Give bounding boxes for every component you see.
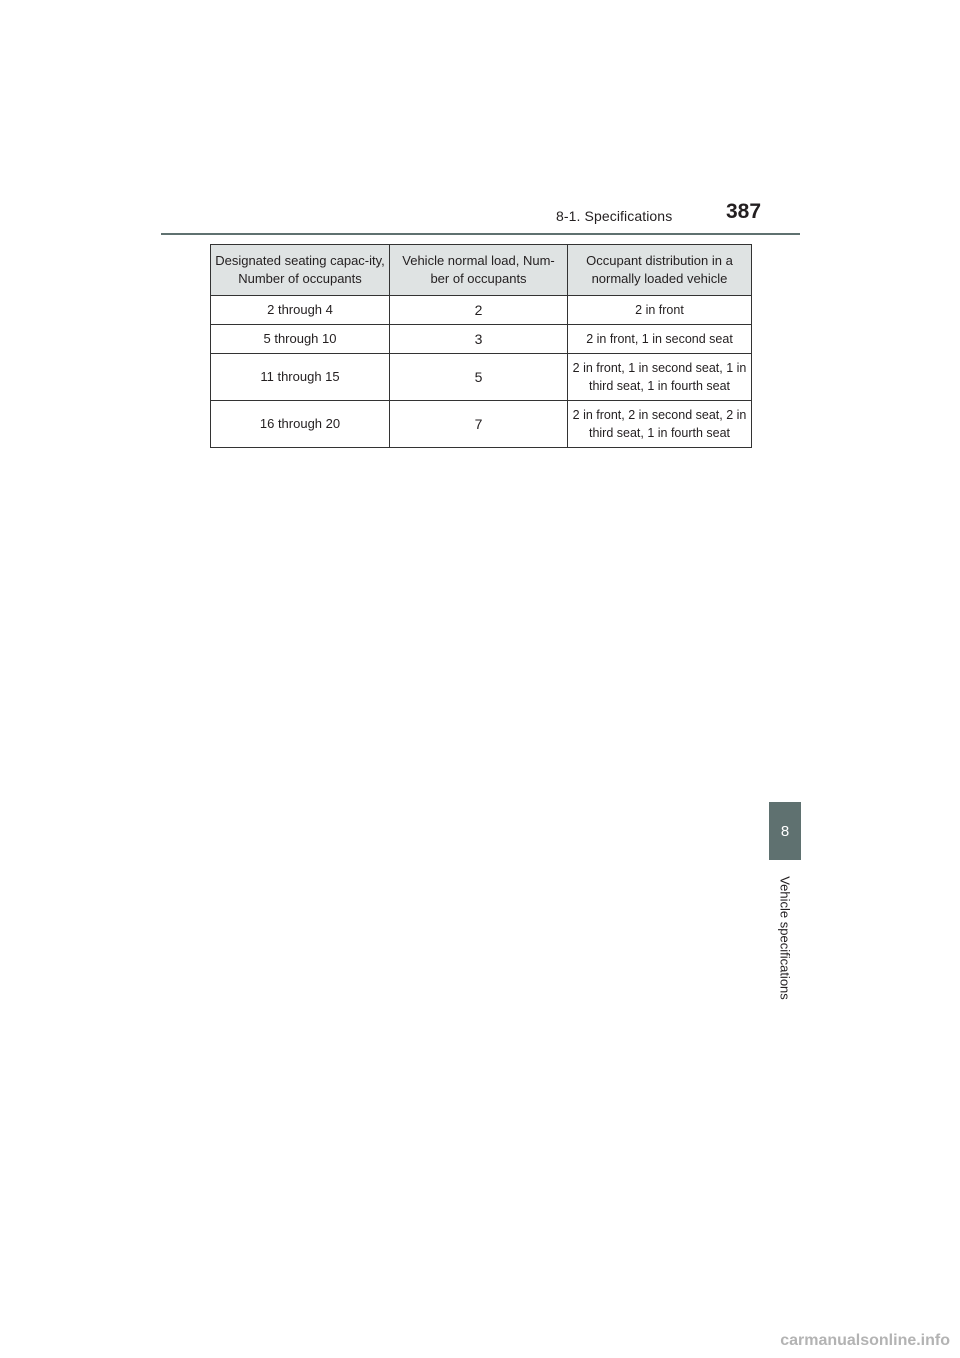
seating-capacity-cell: 2 through 4 <box>211 296 390 325</box>
chapter-number-tab[interactable]: 8 <box>769 802 801 860</box>
occupant-distribution-cell: 2 in front, 2 in second seat, 2 in third seat, 1 in fourth seat <box>568 401 752 448</box>
header-divider <box>161 233 800 235</box>
normal-load-cell: 2 <box>390 296 568 325</box>
section-title: 8-1. Specifications <box>556 208 673 224</box>
table-row <box>211 401 752 448</box>
normal-load-cell: 3 <box>390 325 568 354</box>
normal-load-cell: 7 <box>390 401 568 448</box>
chapter-title: Vehicle specifications <box>777 876 793 1000</box>
table-row <box>211 325 752 354</box>
seating-capacity-cell: 16 through 20 <box>211 401 390 448</box>
occupant-distribution-cell: 2 in front, 1 in second seat, 1 in third seat, 1 in fourth seat <box>568 354 752 401</box>
table-row <box>211 354 752 401</box>
seating-capacity-table <box>210 244 752 448</box>
normal-load-cell: 5 <box>390 354 568 401</box>
page-number: 387 <box>726 200 762 223</box>
occupant-distribution-cell: 2 in front, 1 in second seat <box>568 325 752 354</box>
seating-capacity-cell: 5 through 10 <box>211 325 390 354</box>
occupant-distribution-cell: 2 in front <box>568 296 752 325</box>
table-row <box>211 296 752 325</box>
column-header-occupant-distribution: Occupant distribution in a normally loaded vehicle <box>568 245 752 296</box>
table-header-row <box>211 245 752 296</box>
seating-capacity-cell: 11 through 15 <box>211 354 390 401</box>
column-header-normal-load: Vehicle normal load, Num-ber of occupants <box>390 245 568 296</box>
watermark: carmanualsonline.info <box>780 1332 950 1349</box>
column-header-seating-capacity: Designated seating capac-ity, Number of occupants <box>211 245 390 296</box>
